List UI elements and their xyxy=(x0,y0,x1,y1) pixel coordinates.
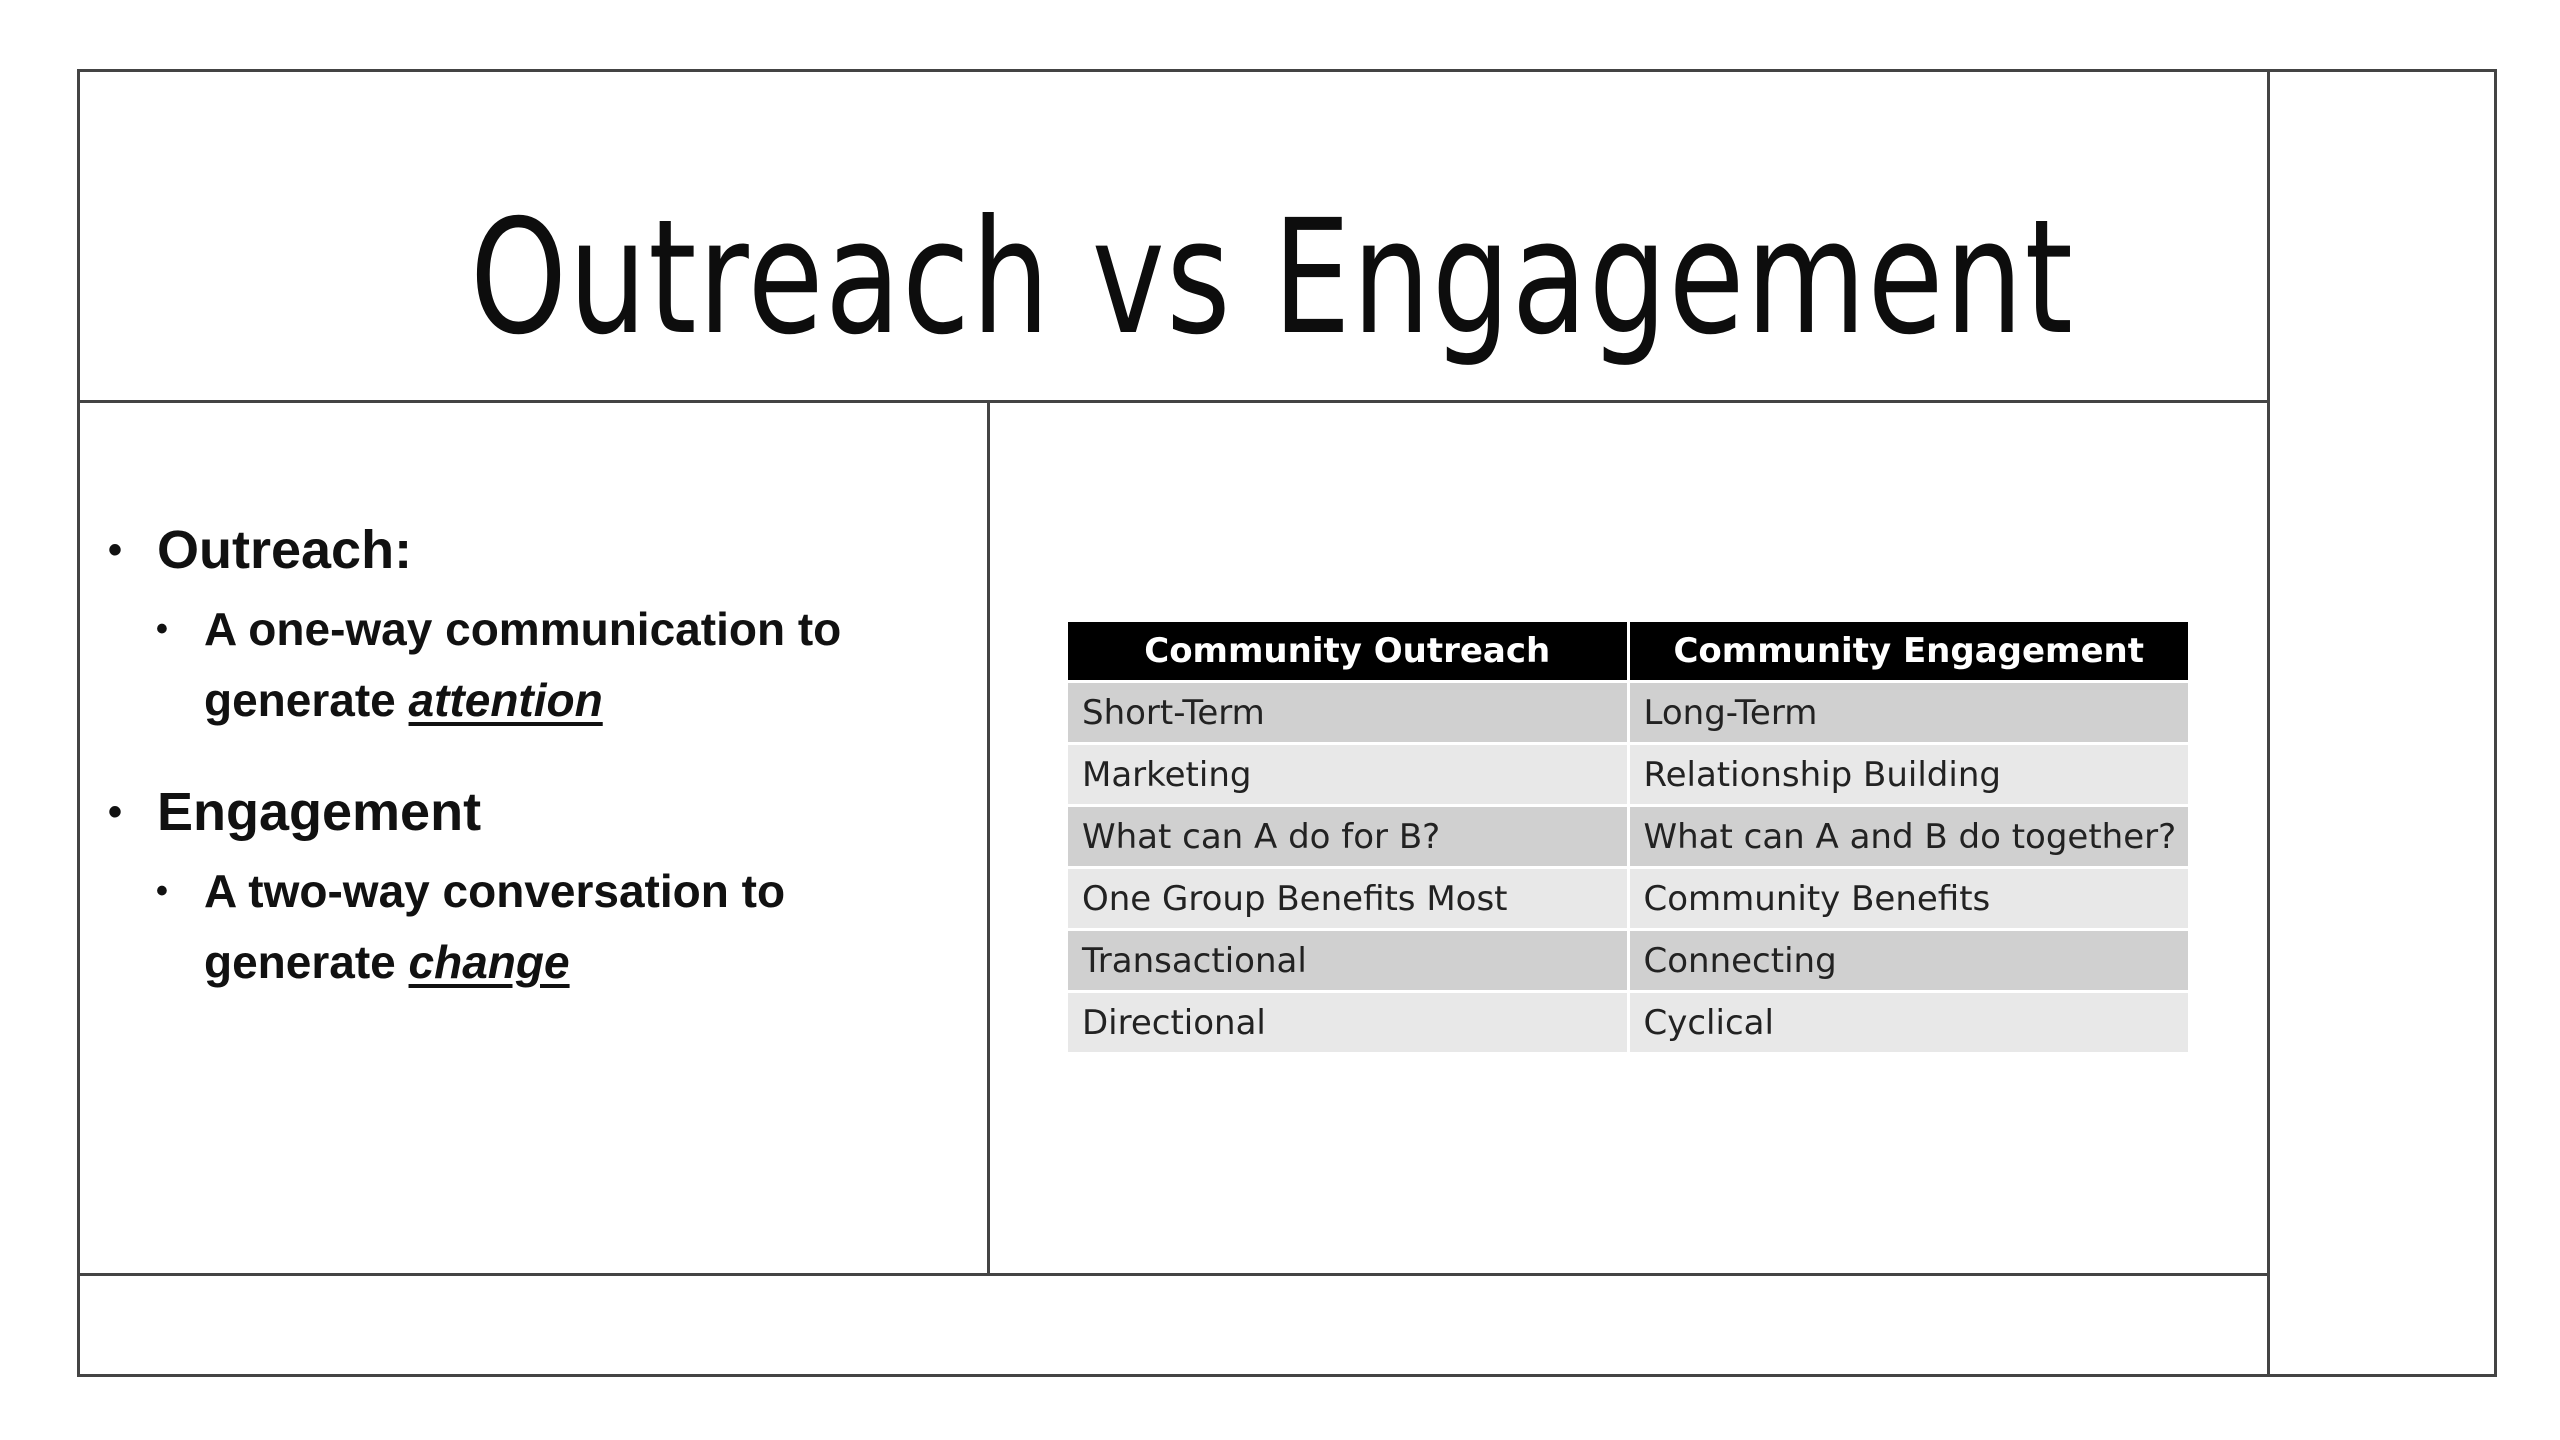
table-cell: One Group Benefits Most xyxy=(1068,868,1628,930)
table-row xyxy=(1068,930,2188,992)
right-column-divider xyxy=(2267,69,2270,1377)
bullet-detail-outreach xyxy=(100,594,970,736)
frame-top-border xyxy=(77,69,2497,72)
bullet-emphasis-word: attention xyxy=(408,674,603,726)
table-cell: Short-Term xyxy=(1068,682,1628,744)
table-cell: Relationship Building xyxy=(1628,744,2188,806)
title-divider xyxy=(77,400,2270,403)
bullet-detail-text: A two-way conversation to generate xyxy=(204,865,786,988)
frame-left-border xyxy=(77,69,80,1377)
slide-title: Outreach vs Engagement xyxy=(470,186,2075,370)
table-cell: Transactional xyxy=(1068,930,1628,992)
frame-bottom-border xyxy=(77,1374,2497,1377)
content-column-divider xyxy=(987,400,990,1276)
table-row xyxy=(1068,806,2188,868)
bullet-detail-engagement xyxy=(100,856,970,998)
table-row xyxy=(1068,868,2188,930)
table-cell: Directional xyxy=(1068,992,1628,1053)
table-cell: Community Benefits xyxy=(1628,868,2188,930)
table-cell: What can A do for B? xyxy=(1068,806,1628,868)
bullet-emphasis-word: change xyxy=(408,936,570,988)
table-row xyxy=(1068,744,2188,806)
table-cell: Cyclical xyxy=(1628,992,2188,1053)
bullet-heading-engagement: • Engagement xyxy=(100,772,970,852)
table-row xyxy=(1068,682,2188,744)
table-cell: Marketing xyxy=(1068,744,1628,806)
bullet-detail-text: A one-way communication to generate xyxy=(204,603,842,726)
table-cell: Long-Term xyxy=(1628,682,2188,744)
table-header-row xyxy=(1068,622,2188,682)
bullet-heading-outreach: • Outreach: xyxy=(100,510,970,590)
footer-divider xyxy=(77,1273,2270,1276)
frame-right-border xyxy=(2494,69,2497,1377)
table-cell: Connecting xyxy=(1628,930,2188,992)
column-header-engagement: Community Engagement xyxy=(1628,622,2188,682)
comparison-table xyxy=(1068,622,2188,1052)
table-cell: What can A and B do together? xyxy=(1628,806,2188,868)
column-header-outreach: Community Outreach xyxy=(1068,622,1628,682)
bullet-list xyxy=(100,510,970,1034)
table-row xyxy=(1068,992,2188,1053)
